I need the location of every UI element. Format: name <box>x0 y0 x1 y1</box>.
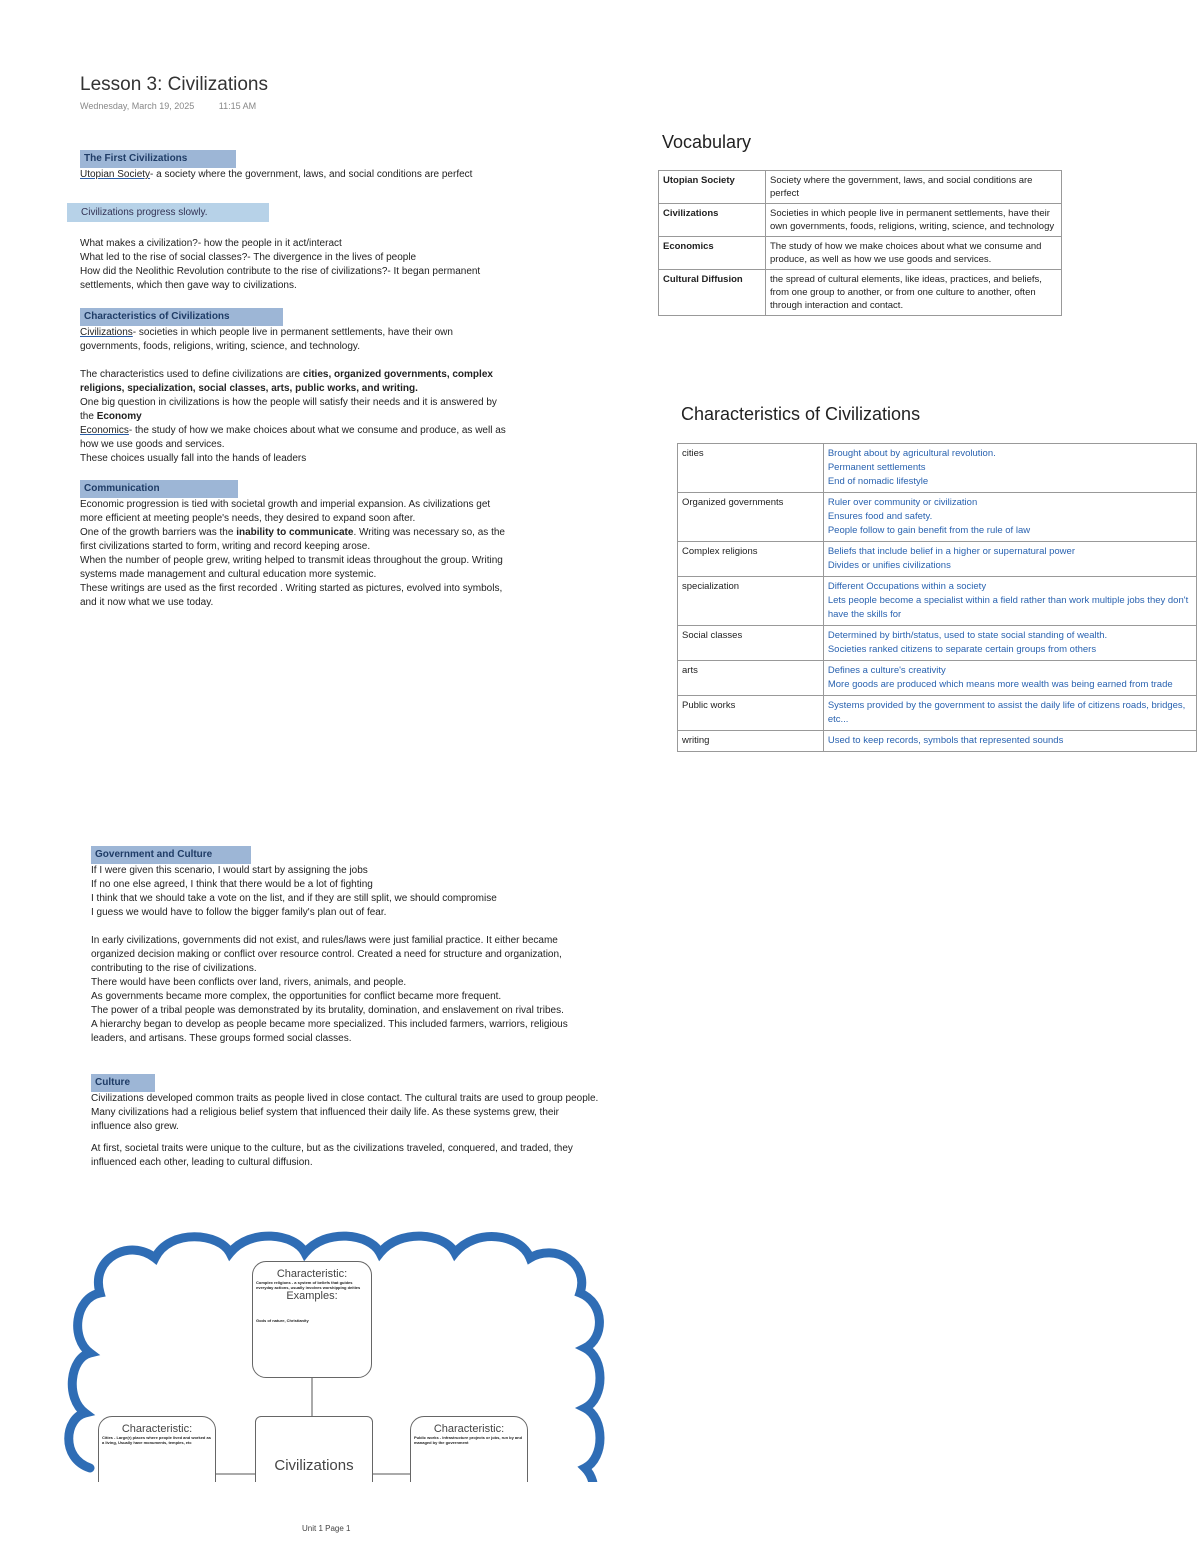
culture-paragraph-1: Civilizations developed common traits as people lived in close contact. The cultural traits are used to group people. Many civilizations had a religious belief system that influenced their daily life. As these systems grew, their influence also grew. <box>91 1093 599 1132</box>
communication-section <box>80 480 510 610</box>
box-example-text: Gods of nature, Christianity <box>256 1318 309 1323</box>
comm-paragraph-1: Economic progression is tied with societal growth and imperial expansion. As civilizations get more efficient at meeting people's needs, they desired to expand soon after. <box>80 499 491 524</box>
vocab-term: Cultural Diffusion <box>659 270 766 316</box>
characteristic-row <box>678 731 1197 752</box>
vocab-row <box>659 204 1062 237</box>
question-1: What makes a civilization?- how the people in it act/interact <box>80 238 342 249</box>
page-title: Lesson 3: Civilizations <box>80 74 268 95</box>
vocab-term: Utopian Society <box>659 171 766 204</box>
civilizations-definition: Civilizations- societies in which people live in permanent settlements, have their own governments, foods, religions, writing, science, and technology. <box>80 327 453 352</box>
characteristic-term: cities <box>678 444 824 493</box>
question-2: What led to the rise of social classes?- The divergence in the lives of people <box>80 252 417 263</box>
vocab-definition: The study of how we make choices about what we consume and produce, as well as how we use goods and services. <box>766 237 1062 270</box>
characteristic-description <box>823 696 1196 731</box>
box-text: Cities - Large(r) places where people lived and worked as a living, Usually have monuments, temples, etc <box>102 1435 211 1445</box>
questions-block <box>80 237 510 293</box>
time-text: 11:15 AM <box>218 101 257 111</box>
page-footer: Unit 1 Page 1 <box>302 1524 351 1533</box>
page-date <box>80 101 278 111</box>
characteristic-row <box>678 661 1197 696</box>
scenario-4: I guess we would have to follow the bigger family's plan out of fear. <box>91 907 387 918</box>
description-line: Permanent settlements <box>827 462 926 473</box>
characteristics-section <box>80 308 510 466</box>
description-line: Different Occupations within a society <box>827 581 987 592</box>
government-section <box>91 846 601 1046</box>
culture-section <box>91 1074 601 1170</box>
characteristic-description <box>823 444 1196 493</box>
vocab-definition: Society where the government, laws, and social conditions are perfect <box>766 171 1062 204</box>
characteristic-row <box>678 577 1197 626</box>
description-line: Divides or unifies civilizations <box>827 560 951 571</box>
culture-paragraph-2: At first, societal traits were unique to the culture, but as the civilizations traveled, conquered, and traded, they influenced each other, leading to cultural diffusion. <box>91 1143 573 1168</box>
gov-paragraph-4: The power of a tribal people was demonstrated by its brutality, domination, and enslavement on rival tribes. <box>91 1005 564 1016</box>
sticky-note: Civilizations progress slowly. <box>67 203 269 222</box>
characteristic-row <box>678 493 1197 542</box>
description-line: Systems provided by the government to assist the daily life of citizens roads, bridges, etc... <box>827 700 1186 725</box>
scenario-1: If I were given this scenario, I would start by assigning the jobs <box>91 865 368 876</box>
characteristic-term: Public works <box>678 696 824 731</box>
description-line: Ruler over community or civilization <box>827 497 978 508</box>
vocab-row <box>659 171 1062 204</box>
characteristic-term: Organized governments <box>678 493 824 542</box>
box-label: Characteristic: <box>276 1268 348 1280</box>
vocabulary-title: Vocabulary <box>662 132 752 152</box>
characteristic-description <box>823 542 1196 577</box>
comm-paragraph-3: When the number of people grew, writing helped to transmit ideas throughout the group. Writing systems made management and cultural education more systemic. <box>80 555 503 580</box>
characteristic-description <box>823 626 1196 661</box>
scenario-2: If no one else agreed, I think that there would be a lot of fighting <box>91 879 373 890</box>
box-text: Public works - Infrastructure projects or jobs, run by and managed by the government <box>414 1435 523 1445</box>
description-line: Used to keep records, symbols that represented sounds <box>827 735 1064 746</box>
section-heading: The First Civilizations <box>80 150 236 168</box>
section-heading: Communication <box>80 480 238 498</box>
box-examples-label: Examples: <box>286 1290 338 1302</box>
vocab-term: Civilizations <box>659 204 766 237</box>
characteristic-row <box>678 696 1197 731</box>
characteristic-row <box>678 542 1197 577</box>
first-civilizations-section <box>80 150 510 182</box>
gov-paragraph-1: In early civilizations, governments did not exist, and rules/laws were just familial practice. It either became organized decision making or conflict over resource control. Created a need for structure and organization, contributing to the rise of civilizations. <box>91 935 562 974</box>
vocab-definition: Societies in which people live in permanent settlements, have their own governments, foods, religions, writing, science, and technology <box>766 204 1062 237</box>
scenario-3: I think that we should take a vote on the list, and if they are still split, we should compromise <box>91 893 497 904</box>
characteristic-description <box>823 661 1196 696</box>
characteristic-term: Complex religions <box>678 542 824 577</box>
vocabulary-table <box>658 170 1062 316</box>
leaders-note: These choices usually fall into the hands of leaders <box>80 453 307 464</box>
center-label: Civilizations <box>274 1457 354 1474</box>
description-line: More goods are produced which means more wealth was being earned from trade <box>827 679 1173 690</box>
characteristic-description <box>823 493 1196 542</box>
characteristic-term: Social classes <box>678 626 824 661</box>
economy-question: One big question in civilizations is how the people will satisfy their needs and it is answered by the Economy <box>80 397 497 422</box>
gov-paragraph-2: There would have been conflicts over land, rivers, animals, and people. <box>91 977 407 988</box>
description-line: End of nomadic lifestyle <box>827 476 929 487</box>
economics-definition: Economics- the study of how we make choices about what we consume and produce, as well as how we use goods and services. <box>80 425 506 450</box>
characteristic-description <box>823 731 1196 752</box>
comm-paragraph-4: These writings are used as the first recorded . Writing started as pictures, evolved into symbols, and it now what we use today. <box>80 583 503 608</box>
date-text: Wednesday, March 19, 2025 <box>80 101 195 111</box>
box-text: Complex religions - a system of beliefs that guides everyday actions, usually involves worshipping deities <box>256 1280 361 1290</box>
box-label: Characteristic: <box>433 1423 505 1435</box>
characteristic-term: specialization <box>678 577 824 626</box>
section-heading: Culture <box>91 1074 155 1092</box>
gov-paragraph-3: As governments became more complex, the opportunities for conflict became more frequent. <box>91 991 502 1002</box>
vocab-term: Economics <box>659 237 766 270</box>
page-cut-mask <box>60 1482 610 1548</box>
description-line: Ensures food and safety. <box>827 511 933 522</box>
vocab-row <box>659 270 1062 316</box>
characteristic-description <box>823 577 1196 626</box>
section-heading: Government and Culture <box>91 846 251 864</box>
vocab-definition: the spread of cultural elements, like ideas, practices, and beliefs, from one group to another, or from one culture to another, often through interaction and contact. <box>766 270 1062 316</box>
characteristic-row <box>678 444 1197 493</box>
characteristics-list: The characteristics used to define civilizations are cities, organized governments, complex religions, specialization, social classes, arts, public works, and writing. <box>80 369 493 394</box>
box-label: Characteristic: <box>121 1423 193 1435</box>
comm-paragraph-2: One of the growth barriers was the inability to communicate. Writing was necessary so, as the first civilizations started to form, writing and record keeping arose. <box>80 527 505 552</box>
section-heading: Characteristics of Civilizations <box>80 308 283 326</box>
description-line: Societies ranked citizens to separate certain groups from others <box>827 644 1097 655</box>
description-line: Brought about by agricultural revolution. <box>827 448 996 459</box>
top-characteristic-box <box>252 1261 372 1378</box>
characteristic-term: writing <box>678 731 824 752</box>
concept-diagram <box>60 1228 610 1548</box>
description-line: Determined by birth/status, used to state social standing of wealth. <box>827 630 1108 641</box>
description-line: Lets people become a specialist within a field rather than work multiple jobs they don't have the skills for <box>827 595 1189 620</box>
description-line: Defines a culture's creativity <box>827 665 946 676</box>
characteristic-row <box>678 626 1197 661</box>
utopian-definition: Utopian Society- a society where the government, laws, and social conditions are perfect <box>80 169 473 180</box>
characteristic-term: arts <box>678 661 824 696</box>
description-line: Beliefs that include belief in a higher or supernatural power <box>827 546 1075 557</box>
characteristics-table <box>677 443 1197 752</box>
description-line: People follow to gain benefit from the rule of law <box>827 525 1031 536</box>
characteristics-table-title: Characteristics of Civilizations <box>681 404 921 424</box>
gov-paragraph-5: A hierarchy began to develop as people became more specialized. This included farmers, warriors, religious leaders, and artisans. These groups formed social classes. <box>91 1019 568 1044</box>
vocab-row <box>659 237 1062 270</box>
question-3: How did the Neolithic Revolution contribute to the rise of civilizations?- It began permanent settlements, which then gave way to civilizations. <box>80 266 481 291</box>
